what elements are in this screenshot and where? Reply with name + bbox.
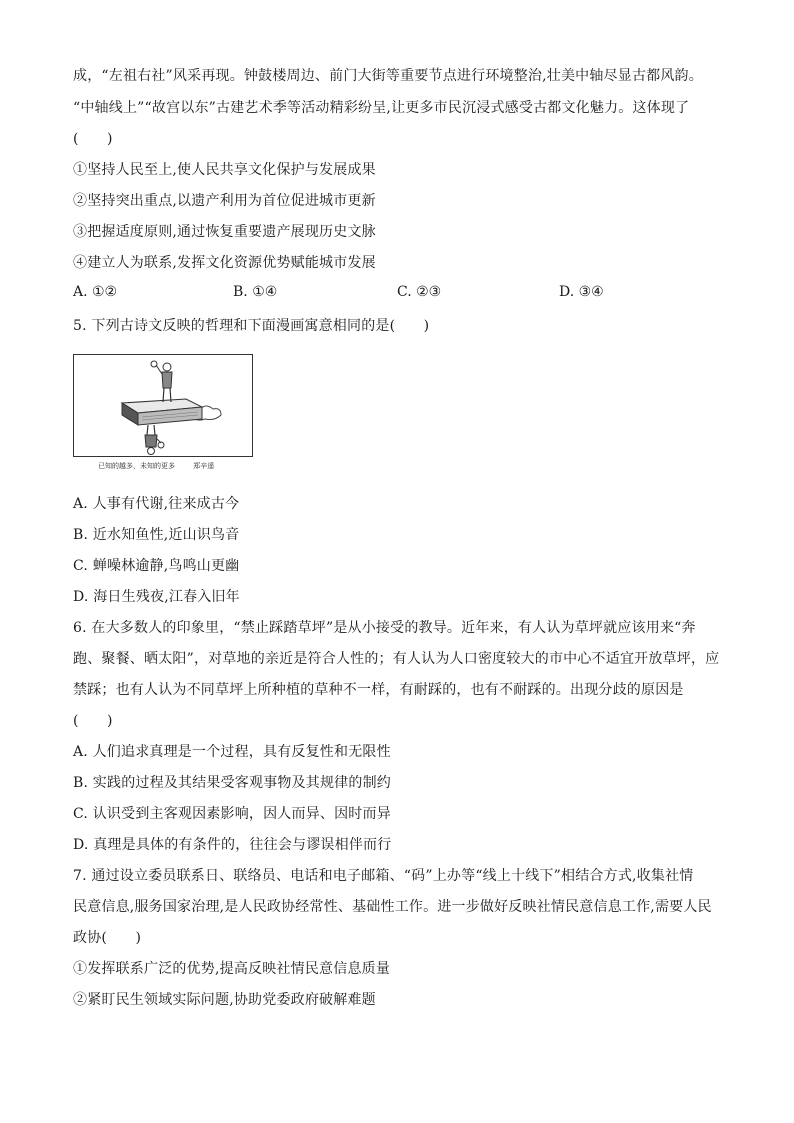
q4-option-b: B. ①④ [233,284,278,300]
q6-option-d: D. 真理是具体的有条件的，往往会与谬误相伴而行 [73,837,392,853]
q5-option-b: B. 近水知鱼性,近山识鸟音 [73,527,240,543]
q7-stem-line-1: 7. 通过设立委员联系日、联络员、电话和电子邮箱、“码”上办等“线上十线下”相结合方式,收集社情 [73,868,694,884]
q7-stem-line-2: 民意信息,服务国家治理,是人民政协经常性、基础性工作。进一步做好反映社情民意信息工作,需要人民 [73,899,712,915]
q6-stem-line-2: 跑、聚餐、晒太阳”，对草地的亲近是符合人性的；有人认为人口密度较大的市中心不适宜开放草坪，应 [73,651,720,667]
cartoon-drawing [74,355,252,456]
q4-statement-3: ③把握适度原则,通过恢复重要遗产展现历史文脉 [73,224,376,240]
q4-answer-blank: ( ) [73,131,113,147]
q4-option-d: D. ③④ [559,284,604,300]
q4-statement-4: ④建立人为联系,发挥文化资源优势赋能城市发展 [73,255,376,271]
q6-stem-line-1: 6. 在大多数人的印象里，“禁止踩踏草坪”是从小接受的教导。近年来，有人认为草坪就应该用来“奔 [73,620,696,636]
q6-option-b: B. 实践的过程及其结果受客观事物及其规律的制约 [73,775,391,791]
q4-stem-line-2: “中轴线上”“故宫以东”古建艺术季等活动精彩纷呈,让更多市民沉浸式感受古都文化魅力。这体现了 [73,100,690,116]
q4-statement-2: ②坚持突出重点,以遗产利用为首位促进城市更新 [73,193,376,209]
q7-statement-2: ②紧盯民生领域实际问题,协助党委政府破解难题 [73,992,376,1008]
cartoon-author: 郑辛遥 [193,462,215,470]
q5-option-c: C. 蝉噪林逾静,鸟鸣山更幽 [73,558,240,574]
q7-statement-1: ①发挥联系广泛的优势,提高反映社情民意信息质量 [73,961,391,977]
q4-option-a: A. ①② [73,284,118,300]
q4-option-c: C. ②③ [397,284,442,300]
q5-option-a: A. 人事有代谢,往来成古今 [73,496,240,512]
q5-stem: 5. 下列古诗文反映的哲理和下面漫画寓意相同的是( ) [73,318,430,334]
q6-stem-line-3: 禁踩；也有人认为不同草坪上所种植的草种不一样，有耐踩的，也有不耐踩的。出现分歧的原因是 [73,682,684,698]
q4-options [73,284,713,304]
q4-statement-1: ①坚持人民至上,使人民共享文化保护与发展成果 [73,162,376,178]
q6-option-c: C. 认识受到主客观因素影响，因人而异、因时而异 [73,806,391,822]
cartoon-caption-text: 已知的越多，未知的更多 [98,462,175,470]
q6-option-a: A. 人们追求真理是一个过程，具有反复性和无限性 [73,744,391,760]
q5-cartoon-caption [98,461,214,471]
q6-answer-blank: ( ) [73,713,113,729]
q7-answer-blank: 政协( ) [73,930,142,946]
q5-option-d: D. 海日生残夜,江春入旧年 [73,589,240,605]
q5-cartoon [73,354,253,457]
q4-stem-line-1: 成，“左祖右社”风采再现。钟鼓楼周边、前门大街等重要节点进行环境整治,壮美中轴尽显古都风韵。 [73,68,703,84]
